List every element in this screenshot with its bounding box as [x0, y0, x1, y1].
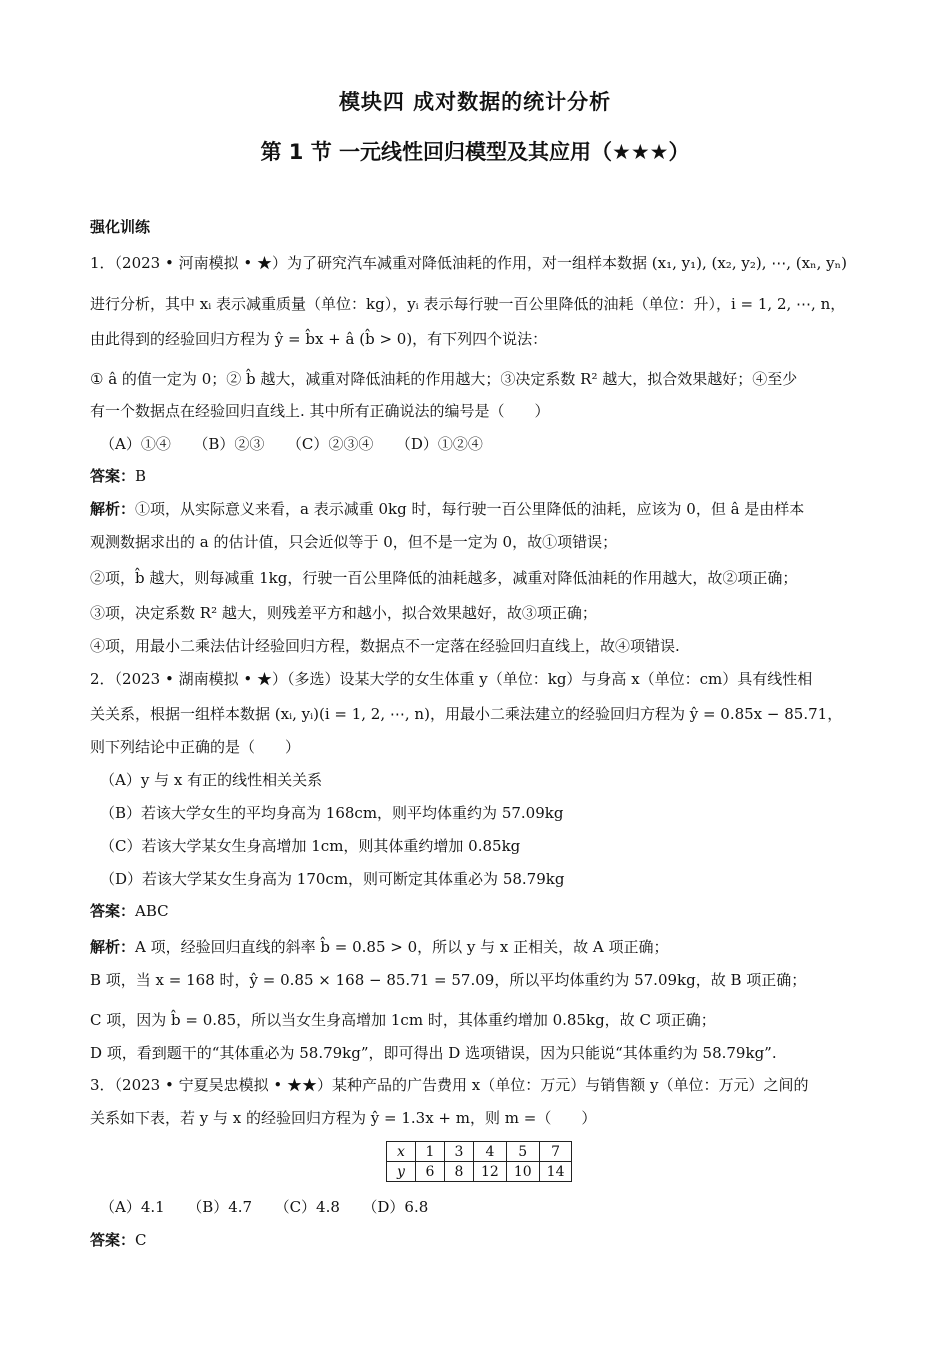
- table-cell: x: [387, 1142, 416, 1162]
- q2-stem-line-2: 关关系，根据一组样本数据 (xᵢ, yᵢ)(i = 1, 2, ⋯, n)，用最小二乘法建立的经验回归方程为 ŷ = 0.85x − 85.71，: [90, 705, 843, 723]
- q2-answer: [90, 899, 870, 923]
- q1-stem-line-5: 有一个数据点在经验回归直线上. 其中所有正确说法的编号是（ ）: [90, 402, 550, 420]
- q2-option-b: （B）若该大学女生的平均身高为 168cm，则平均体重约为 57.09kg: [100, 804, 564, 822]
- table-cell: 12: [474, 1162, 507, 1182]
- q1-stem-line-4: ① â 的值一定为 0；② b̂ 越大，减重对降低油耗的作用越大；③决定系数 R² 越大，拟合效果越好；④至少: [90, 370, 798, 388]
- section-label: 强化训练: [90, 218, 151, 236]
- table-cell: y: [387, 1162, 416, 1182]
- table-row: [387, 1142, 572, 1162]
- q3-stem-line-2: 关系如下表，若 y 与 x 的经验回归方程为 ŷ = 1.3x + m，则 m =（ ）: [90, 1109, 597, 1127]
- answer-label: 答案：: [90, 1231, 136, 1249]
- analysis-label: 解析：: [90, 938, 136, 956]
- q2-stem-line-3: 则下列结论中正确的是（ ）: [90, 738, 301, 756]
- analysis-label: 解析：: [90, 500, 136, 518]
- q1-analysis-line-1: 解析：①项，从实际意义来看，a 表示减重 0kg 时，每行驶一百公里降低的油耗，应该为 0，但 â 是由样本: [90, 500, 805, 518]
- q1-analysis-line-3: ②项，b̂ 越大，则每减重 1kg，行驶一百公里降低的油耗越多，减重对降低油耗的作用越大，故②项正确；: [90, 569, 798, 587]
- q1-stem-line-3: 由此得到的经验回归方程为 ŷ = b̂x + â (b̂ > 0)，有下列四个说法：: [90, 330, 548, 348]
- table-cell: 5: [506, 1142, 539, 1162]
- answer-label: 答案：: [90, 902, 136, 920]
- q1-options: （A）①④ （B）②③ （C）②③④ （D）①②④: [100, 435, 483, 453]
- answer-value: ABC: [135, 902, 169, 920]
- q2-option-d: （D）若该大学某女生身高为 170cm，则可断定其体重必为 58.79kg: [100, 870, 565, 888]
- table-cell: 1: [416, 1142, 445, 1162]
- table-cell: 10: [506, 1162, 539, 1182]
- q1-stem-line-2: 进行分析，其中 xᵢ 表示减重质量（单位：kg），yᵢ 表示每行驶一百公里降低的油耗（单位：升），i = 1, 2, ⋯, n，: [90, 295, 846, 313]
- q3-options: （A）4.1 （B）4.7 （C）4.8 （D）6.8: [100, 1198, 429, 1216]
- q1-analysis-line-2: 观测数据求出的 a 的估计值，只会近似等于 0，但不是一定为 0，故①项错误；: [90, 533, 618, 551]
- q3-data-table: [386, 1141, 572, 1182]
- q2-analysis-line-4: D 项，看到题干的“其体重必为 58.79kg”，即可得出 D 选项错误，因为只能说“其体重约为 58.79kg”.: [90, 1044, 777, 1062]
- q2-stem-line-1: 2．（2023 • 湖南模拟 • ★）（多选）设某大学的女生体重 y（单位：kg）与身高 x（单位：cm）具有线性相: [90, 670, 813, 688]
- module-title: 模块四 成对数据的统计分析: [338, 90, 612, 114]
- table-cell: 6: [416, 1162, 445, 1182]
- answer-value: B: [135, 467, 147, 485]
- table-cell: 7: [539, 1142, 572, 1162]
- q2-option-c: （C）若该大学某女生身高增加 1cm，则其体重约增加 0.85kg: [100, 837, 521, 855]
- q1-answer: [90, 464, 870, 488]
- q2-analysis-line-3: C 项，因为 b̂ = 0.85，所以当女生身高增加 1cm 时，其体重约增加 0.85kg，故 C 项正确；: [90, 1011, 716, 1029]
- q3-answer: [90, 1228, 870, 1252]
- q2-option-a: （A）y 与 x 有正的线性相关关系: [100, 771, 323, 789]
- table-cell: 4: [474, 1142, 507, 1162]
- answer-value: C: [135, 1231, 147, 1249]
- table-cell: 8: [445, 1162, 474, 1182]
- q2-analysis-line-2: B 项，当 x = 168 时，ŷ = 0.85 × 168 − 85.71 = 57.09，所以平均体重约为 57.09kg，故 B 项正确；: [90, 971, 807, 989]
- table-cell: 14: [539, 1162, 572, 1182]
- q3-stem-line-1: 3．（2023 • 宁夏吴忠模拟 • ★★）某种产品的广告费用 x（单位：万元）与销售额 y（单位：万元）之间的: [90, 1076, 809, 1094]
- q1-analysis-line-5: ④项，用最小二乘法估计经验回归方程，数据点不一定落在经验回归直线上，故④项错误.: [90, 637, 680, 655]
- q1-analysis-line-4: ③项，决定系数 R² 越大，则残差平方和越小，拟合效果越好，故③项正确；: [90, 604, 597, 622]
- q2-analysis-line-1: 解析：A 项，经验回归直线的斜率 b̂ = 0.85 > 0，所以 y 与 x 正相关，故 A 项正确；: [90, 938, 669, 956]
- table-cell: 3: [445, 1142, 474, 1162]
- q1-stem-line-1: 1．（2023 • 河南模拟 • ★）为了研究汽车减重对降低油耗的作用，对一组样本数据 (x₁, y₁), (x₂, y₂), ⋯, (xₙ, yₙ): [90, 254, 847, 272]
- section-title: 第 1 节 一元线性回归模型及其应用（★★★）: [260, 140, 690, 164]
- answer-label: 答案：: [90, 467, 136, 485]
- table-row: [387, 1162, 572, 1182]
